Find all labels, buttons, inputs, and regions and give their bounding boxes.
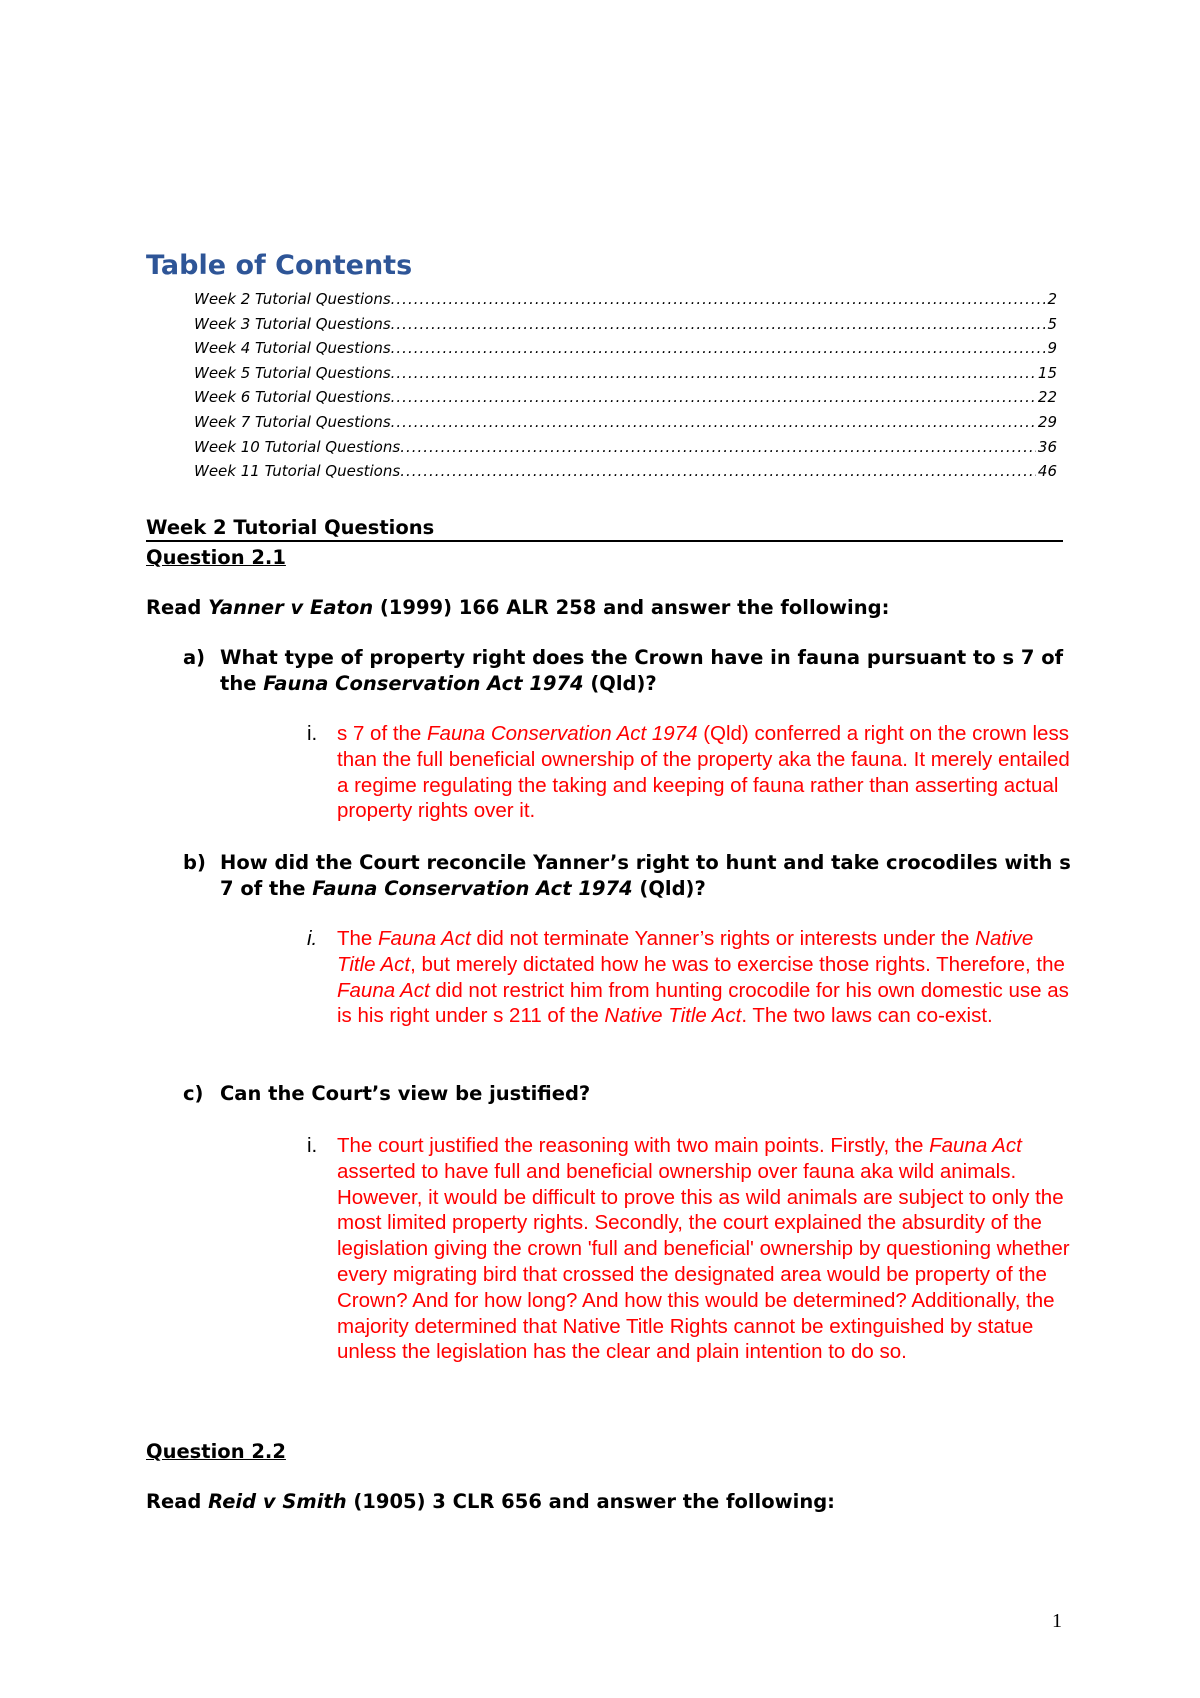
toc-entry-week-6[interactable] (194, 388, 1057, 413)
toc-entry-week-3[interactable] (194, 315, 1057, 340)
toc-entry-page: 46 (1037, 462, 1057, 481)
question-2-2-heading: Question 2.2 (146, 1440, 286, 1463)
toc-leader (391, 413, 1036, 431)
sub-question-b (183, 850, 1073, 902)
toc-entry-page: 29 (1037, 412, 1057, 431)
toc-entry-label: Week 2 Tutorial Questions (194, 290, 391, 308)
toc-entry-page: 36 (1037, 437, 1057, 456)
toc-entry-label: Week 11 Tutorial Questions (194, 462, 401, 481)
sub-question-label: b) (183, 851, 206, 874)
toc-entry-week-10[interactable] (194, 438, 1057, 463)
answer-number: i. (307, 1134, 318, 1157)
toc-entry-page: 9 (1047, 339, 1057, 358)
question-2-2-prompt: Read Reid v Smith (1905) 3 CLR 656 and answer the following: (146, 1490, 835, 1513)
answer-c: i. The court justified the reasoning with two main points. Firstly, the Fauna Act asserted to have full and beneficial ownership over fauna aka wild animals. However, it would be difficult to prove this as wild animals are subject to only the most limited property rights. Secondly, the court explained the absurdity of the legislation giving the crown 'full and beneficial' ownership by questioning whether every migrating bird that crossed the designated area would be property of the Crown? And for how long? And how this would be determined? Additionally, the majority determined that Native Title Rights cannot be extinguished by statue unless the legislation has the clear and plain intention to do so. (307, 1134, 1070, 1364)
toc-leader (391, 315, 1046, 333)
sub-question-c (183, 1081, 1073, 1107)
toc-entry-page: 5 (1047, 314, 1057, 333)
toc-leader (400, 438, 1036, 456)
sub-question-text: How did the Court reconcile Yanner’s right to hunt and take crocodiles with s 7 of the Fauna Conservation Act 1974 (Qld)? (220, 851, 1071, 900)
sub-question-label: c) (183, 1082, 204, 1105)
toc-leader (391, 388, 1036, 406)
toc-title: Table of Contents (146, 250, 413, 281)
toc-leader (391, 339, 1046, 357)
toc-entry-week-2[interactable] (194, 290, 1057, 315)
toc-entry-week-7[interactable] (194, 413, 1057, 438)
toc-entry-label: Week 5 Tutorial Questions (194, 363, 391, 382)
toc-entry-label: Week 6 Tutorial Questions (194, 388, 391, 407)
toc-entry-page: 15 (1037, 363, 1057, 382)
toc-list (194, 290, 1057, 487)
sub-question-a (183, 645, 1073, 697)
sub-question-text: What type of property right does the Crown have in fauna pursuant to s 7 of the Fauna Conservation Act 1974 (Qld)? (220, 646, 1064, 695)
sub-question-label: a) (183, 646, 206, 669)
case-name: Reid v Smith (208, 1490, 347, 1513)
answer-b: i. The Fauna Act did not terminate Yanner’s rights or interests under the Native Title Act, but merely dictated how he was to exercise those rights. Therefore, the Fauna Act did not restrict him from hunting crocodile for his own domestic use as is his right under s 211 of the Native Title Act. The two laws can co-exist. (307, 927, 1069, 1028)
answer-number: i. (307, 722, 318, 745)
toc-entry-label: Week 3 Tutorial Questions (194, 314, 391, 333)
question-2-1-heading: Question 2.1 (146, 546, 286, 569)
answer-number: i. (307, 927, 318, 950)
question-2-1-prompt: Read Yanner v Eaton (1999) 166 ALR 258 and answer the following: (146, 596, 890, 619)
toc-entry-week-5[interactable] (194, 364, 1057, 389)
toc-entry-page: 22 (1037, 388, 1057, 407)
page-number: 1 (1052, 1610, 1062, 1632)
sub-question-text: Can the Court’s view be justified? (220, 1082, 591, 1105)
toc-entry-label: Week 4 Tutorial Questions (194, 339, 391, 358)
toc-entry-week-4[interactable] (194, 339, 1057, 364)
toc-entry-label: Week 7 Tutorial Questions (194, 412, 391, 431)
toc-entry-label: Week 10 Tutorial Questions (194, 437, 401, 456)
toc-entry-page: 2 (1047, 290, 1057, 308)
toc-leader (391, 290, 1046, 308)
answer-a: i. s 7 of the Fauna Conservation Act 1974 (Qld) conferred a right on the crown less than the full beneficial ownership of the property aka the fauna. It merely entailed a regime regulating the taking and keeping of fauna rather than asserting actual property rights over it. (307, 722, 1070, 823)
toc-entry-week-11[interactable] (194, 462, 1057, 487)
toc-leader (391, 364, 1036, 382)
toc-leader (400, 462, 1036, 480)
section-heading: Week 2 Tutorial Questions (146, 516, 1063, 542)
case-name: Yanner v Eaton (208, 596, 374, 619)
